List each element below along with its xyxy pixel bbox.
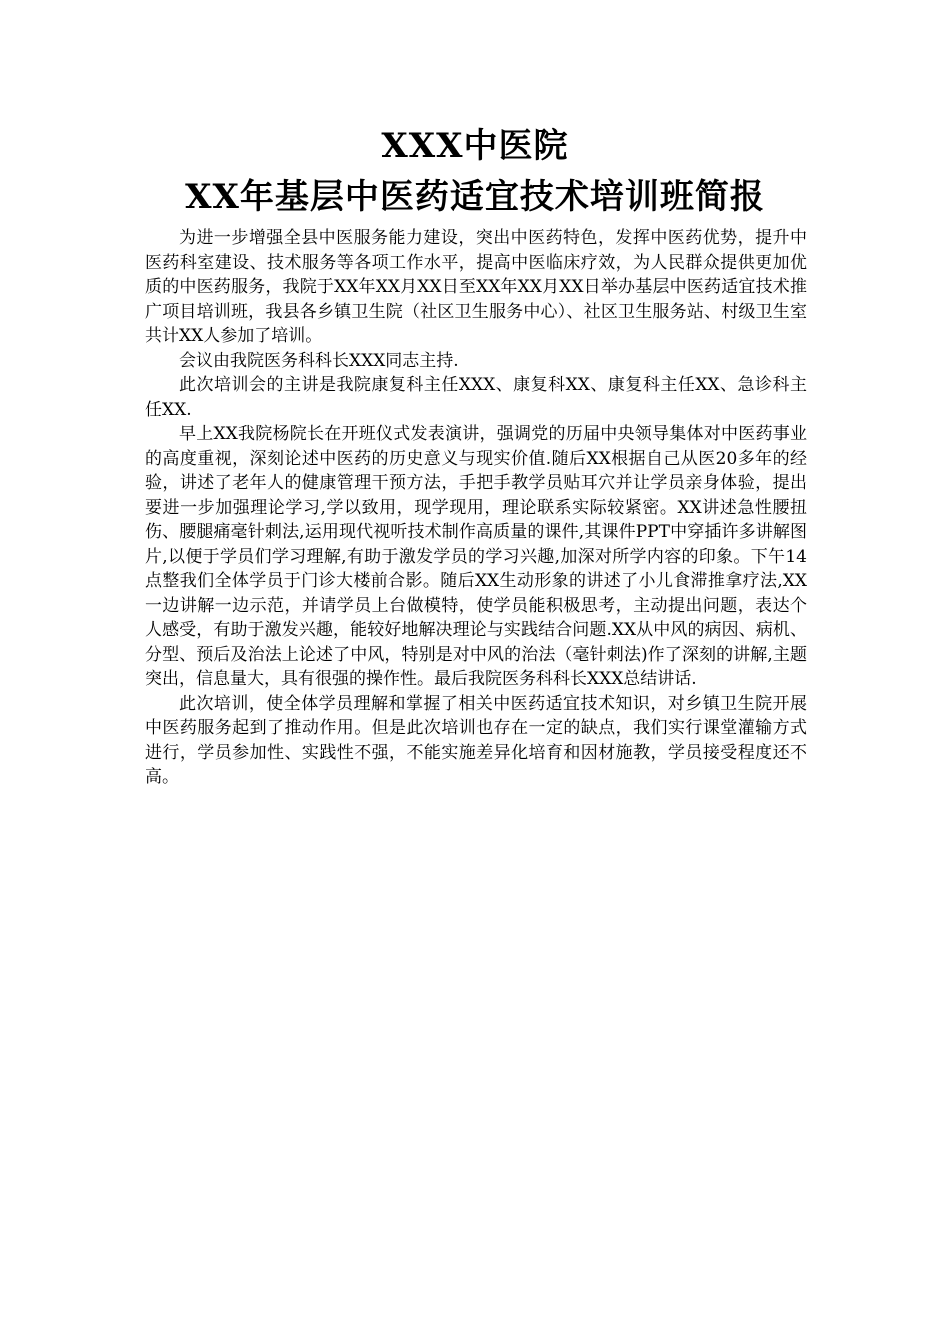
- document-title: XXX中医院: [381, 126, 569, 166]
- paragraph-proceedings: 早上XX我院杨院长在开班仪式发表演讲，强调党的历届中央领导集体对中医药事业的高度重视，深刻论述中医药的历史意义与现实价值.随后XX根据自己从医20多年的经验，讲述了老年人的健康管理干预方法，手把手教学员贴耳穴并让学员亲身体验，提出要进一步加强理论学习,学以致用，现学现用，理论联系实际较紧密。XX讲述急性腰扭伤、腰腿痛毫针刺法,运用现代视听技术制作高质量的课件,其课件PPT中穿插许多讲解图片,以便于学员们学习理解,有助于激发学员的学习兴趣,加深对所学内容的印象。下午14点整我们全体学员于门诊大楼前合影。随后XX生动形象的讲述了小儿食滞推拿疗法,XX一边讲解一边示范，并请学员上台做模特，使学员能积极思考，主动提出问题，表达个人感受，有助于激发兴趣，能较好地解决理论与实践结合问题.XX从中风的病因、病机、分型、预后及治法上论述了中风，特别是对中风的治法（毫针刺法)作了深刻的讲解,主题突出，信息量大，具有很强的操作性。最后我院医务科科长XXX总结讲话.: [145, 424, 807, 689]
- document-subtitle: XX年基层中医药适宜技术培训班简报: [185, 177, 765, 217]
- paragraph-host: 会议由我院医务科科长XXX同志主持.: [179, 350, 459, 371]
- document-body: [145, 226, 807, 790]
- paragraph-summary: 此次培训，使全体学员理解和掌握了相关中医药适宜技术知识，对乡镇卫生院开展中医药服务起到了推动作用。但是此次培训也存在一定的缺点，我们实行课堂灌输方式进行，学员参加性、实践性不强，不能实施差异化培育和因材施教，学员接受程度还不高。: [145, 693, 807, 787]
- paragraph-speakers: 此次培训会的主讲是我院康复科主任XXX、康复科XX、康复科主任XX、急诊科主任XX.: [145, 375, 807, 420]
- paragraph-intro: 为进一步增强全县中医服务能力建设，突出中医药特色，发挥中医药优势，提升中医药科室建设、技术服务等各项工作水平，提高中医临床疗效，为人民群众提供更加优质的中医药服务，我院于XX年XX月XX日至XX年XX月XX日举办基层中医药适宜技术推广项目培训班，我县各乡镇卫生院（社区卫生服务中心）、社区卫生服务站、村级卫生室共计XX人参加了培训。: [145, 228, 807, 346]
